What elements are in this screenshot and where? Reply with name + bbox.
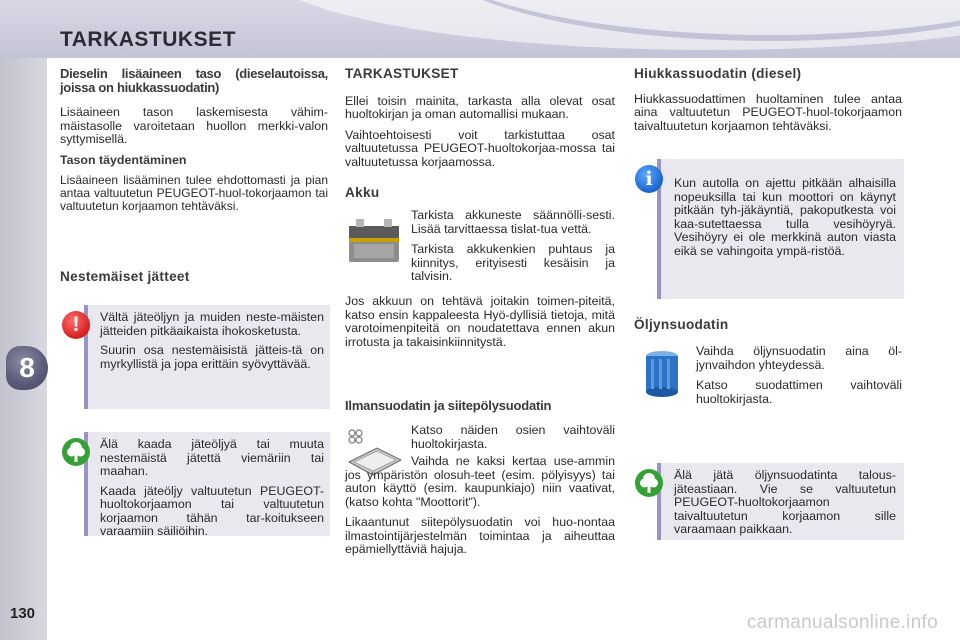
column-middle [345, 67, 615, 176]
info-box [645, 159, 904, 299]
air-filter-heading: Ilmansuodatin ja siitepölysuodatin [345, 398, 552, 413]
warning-text-2: Suurin osa nestemäisistä jätteis-tä on myrkyllistä ja jopa erittäin syövyttävää. [100, 343, 324, 371]
oil-filter-icon [640, 350, 684, 398]
fluids-section [60, 270, 328, 291]
page-title: TARKASTUKSET [60, 28, 236, 51]
eco-box-right [657, 463, 904, 540]
page-header [0, 0, 960, 58]
air-filter-text-1: Katso näiden osien vaihtoväli huoltokirjasta. [411, 423, 615, 451]
air-filter-text-3: Likaantunut siitepölysuodatin voi huo-nontaa ilmastointijärjestelmän toimintaa ja aiheuttaa epämiellyttäviä hajuja. [345, 515, 615, 556]
oil-filter-heading: Öljynsuodatin [634, 317, 729, 332]
battery-icon [346, 214, 402, 266]
tree-icon [635, 469, 663, 497]
chapter-badge: 8 [6, 346, 48, 390]
info-text: Kun autolla on ajettu pitkään alhaisilla nopeuksilla tai kun moottori on käynyt pitkään tyh-jäkäyntiä, pakoputkesta voi kaa-sutettaessa tulla vesihöyryä. Vesihöyry ei ole merkkinä auton viasta eikä se vahingoita ympä-ristöä. [674, 176, 896, 258]
air-filter-text-block [411, 424, 615, 458]
page-number: 130 [10, 605, 36, 622]
oil-filter-text-2: Katso suodattimen vaihtoväli huoltokirjasta. [696, 378, 902, 406]
air-filter-text-block-2 [345, 455, 615, 564]
diesel-additive-text: Lisäaineen tason laskemisesta vähim-mäistasolle varoitetaan huollon merkki-valon syttymisellä. [60, 105, 328, 146]
battery-text-block [411, 209, 615, 291]
inspections-text-2: Vaihtoehtoisesti voit tarkistuttaa osat valtuutetussa PEUGEOT-huoltokorjaa-mossa tai valtuutetussa korjaamossa. [345, 127, 615, 169]
column-right [634, 67, 902, 140]
inspections-heading: TARKASTUKSET [345, 66, 459, 81]
eco-box-left [84, 432, 330, 536]
exclamation-icon: ! [62, 311, 90, 339]
oil-filter-text-1: Vaihda öljynsuodatin aina öl-jynvaihdon yhteydessä. [696, 344, 902, 372]
battery-note-block [345, 295, 615, 356]
oil-filter-text-block [696, 345, 902, 413]
fluids-heading: Nestemäiset jätteet [60, 269, 190, 284]
refill-text: Lisäaineen lisääminen tulee ehdottomasti ja pian antaa valtuutetun PEUGEOT-huol-tokorjaamon tai valtuutetun korjaamon tehtäväksi. [60, 173, 328, 213]
battery-text-1: Tarkista akkuneste säännölli-sesti. Lisää tarvittaessa tislat-tua vettä. [411, 208, 615, 236]
air-filter-text-2: Vaihda ne kaksi kertaa use-ammin jos ympäristön olosuh-teet (esim. pölyisyys) tai auton käyttö (esim. kaupunkiajo) niin vaativat, (katso kohta "Moottorit"). [345, 454, 615, 509]
info-icon: i [635, 165, 663, 193]
tree-icon [62, 438, 90, 466]
eco-left-text-1: Älä kaada jäteöljyä tai muuta nestemäistä jätettä viemäriin tai maahan. [100, 437, 324, 478]
battery-text-3: Jos akkuun on tehtävä joitakin toimen-piteitä, katso ensin kappaleesta Hyö-dyllisiä tietoja, mitä varotoimenpiteitä on noudatettava ennen akun irrotusta ja takaisinkiinnitystä. [345, 294, 615, 349]
battery-heading-wrap [345, 186, 615, 207]
column-left [60, 67, 328, 220]
eco-left-text-2: Kaada jäteöljy valtuutetun PEUGEOT-huoltokorjaamon tai valtuutetun korjaamon tähän tar-koitukseen varaamiin säiliöihin. [100, 483, 324, 538]
battery-heading: Akku [345, 185, 380, 200]
oil-filter-heading-wrap [634, 318, 902, 339]
warning-text-1: Vältä jäteöljyn ja muiden neste-mäisten jätteiden pitkäaikaista ihokosketusta. [100, 310, 324, 338]
particle-filter-text: Hiukkassuodattimen huoltaminen tulee antaa aina valtuutetun PEUGEOT-huol-tokorjaamon taivaltuutetun korjaamon tehtäväksi. [634, 91, 902, 133]
refill-subheading: Tason täydentäminen [60, 152, 187, 167]
warning-box [72, 305, 330, 409]
inspections-text-1: Ellei toisin mainita, tarkasta alla olevat osat huoltokirjan ja oman automallisi mukaan. [345, 93, 615, 121]
air-filter-heading-wrap [345, 399, 617, 420]
watermark: carmanualsonline.info [746, 612, 938, 633]
diesel-additive-heading: Dieselin lisäaineen taso (dieselautoissa, joissa on hiukkassuodatin) [60, 66, 328, 95]
eco-right-text: Älä jätä öljynsuodatinta talous-jäteastiaan. Vie se valtuutetun PEUGEOT-huoltokorjaamon taivaltuutetun korjaamon sille varaamaan paikkaan. [674, 468, 896, 536]
battery-text-2: Tarkista akkukenkien puhtaus ja kiinnitys, erityisesti kesäisin ja talvisin. [411, 242, 615, 283]
particle-filter-heading: Hiukkassuodatin (diesel) [634, 66, 802, 81]
